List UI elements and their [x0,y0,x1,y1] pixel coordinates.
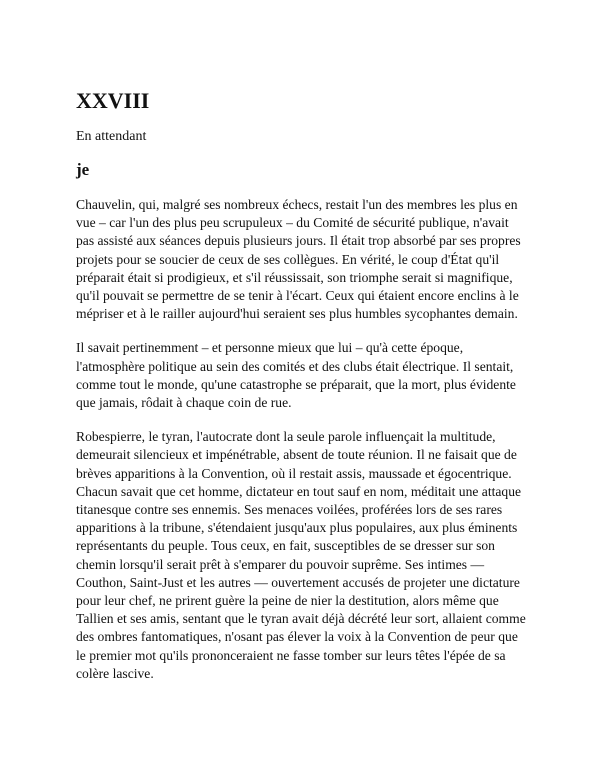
chapter-title: En attendant [76,129,147,144]
paragraph: Chauvelin, qui, malgré ses nombreux échecs, restait l'un des membres les plus en vue – car l'un des plus peu scrupuleux – du Comité de sécurité publique, n'avait pas assisté aux séances depuis plusieurs jours. Il était trop absorbé par ses propres projets pour se soucier de ceux de ses collègues. En vérité, le coup d'État qu'il préparait était si prodigieux, et s'il réussissait, son triomphe serait si magnifique, qu'il pouvait se permettre de se tenir à l'écart. Ceux qui étaient encore enclins à le mépriser et à le railler aujourd'hui seraient ses plus humbles sycophantes demain. [76,197,521,322]
chapter-number: XXVIII [76,88,150,113]
document-page [76,88,528,699]
paragraph: Il savait pertinemment – et personne mieux que lui – qu'à cette époque, l'atmosphère politique au sein des comités et des clubs était électrique. Il sentait, comme tout le monde, qu'une catastrophe se préparait, que la mort, plus évidente que jamais, rôdait à chaque coin de rue. [76,340,516,411]
paragraph: Robespierre, le tyran, l'autocrate dont la seule parole influençait la multitude, demeurait silencieux et impénétrable, absent de toute réunion. Il ne faisait que de brèves apparitions à la Convention, où il restait assis, maussade et égocentrique. Chacun savait que cet homme, dictateur en tout sauf en nom, méditait une attaque titanesque contre ses ennemis. Ses menaces voilées, proférées lors de ses rares apparitions à la tribune, s'étendaient jusqu'aux plus populaires, aux plus éminents représentants du peuple. Tous ceux, en fait, susceptibles de se dresser sur son chemin lorsqu'il serait prêt à s'emparer du pouvoir suprême. Ses intimes — Couthon, Saint-Just et les autres — ouvertement accusés de projeter une dictature pour leur chef, ne prirent guère la peine de nier la destitution, alors même que Tallien et ses amis, sentant que le tyran avait déjà décrété leur sort, allaient comme des ombres fantomatiques, n'osant pas élever la voix à la Convention de peur que le premier mot qu'ils prononceraient ne fasse tomber sur leurs têtes l'épée de sa colère lascive. [76,429,526,681]
section-heading: je [76,160,90,179]
